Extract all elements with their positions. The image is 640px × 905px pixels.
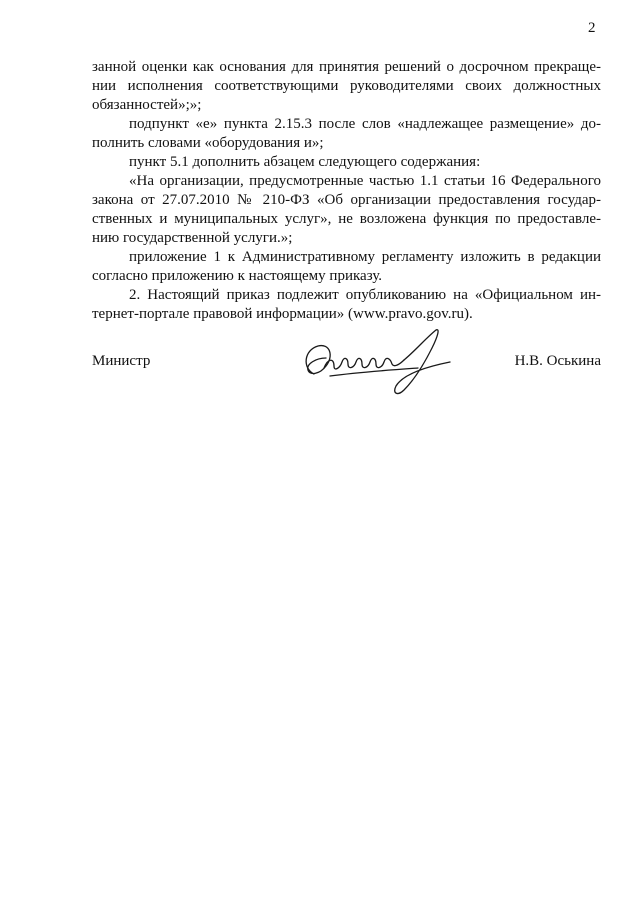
paragraph-2	[92, 115, 601, 153]
text-line: закона от 27.07.2010 № 210-ФЗ «Об организации предоставления государ-	[92, 192, 601, 208]
text-line: тернет-портале правовой информации» (www.pravo.gov.ru).	[92, 306, 473, 322]
text-line: ственных и муниципальных услуг», не возложена функция по предоставле-	[92, 211, 601, 227]
text-line: «На организации, предусмотренные частью 1.1 статьи 16 Федерального	[129, 173, 601, 189]
text-line: нии исполнения соответствующими руководителями своих должностных	[92, 78, 601, 94]
text-line: подпункт «е» пункта 2.15.3 после слов «надлежащее размещение» до-	[129, 116, 601, 132]
page-number: 2	[588, 20, 596, 36]
text-line: полнить словами «оборудования и»;	[92, 135, 324, 151]
text-line: 2. Настоящий приказ подлежит опубликованию на «Официальном ин-	[129, 287, 601, 303]
paragraph-6	[92, 286, 601, 324]
text-line: обязанностей»;»;	[92, 97, 202, 113]
text-line: нию государственной услуги.»;	[92, 230, 293, 246]
text-line: занной оценки как основания для принятия решений о досрочном прекраще-	[92, 59, 601, 75]
handwritten-signature	[300, 328, 460, 400]
paragraph-4	[92, 172, 601, 248]
paragraph-3	[92, 153, 601, 172]
text-line: пункт 5.1 дополнить абзацем следующего содержания:	[129, 154, 481, 170]
text-line: приложение 1 к Административному регламенту изложить в редакции	[129, 249, 601, 265]
document-body	[92, 58, 601, 324]
signatory-name: Н.В. Оськина	[514, 353, 601, 369]
signatory-title: Министр	[92, 353, 151, 369]
text-line: согласно приложению к настоящему приказу.	[92, 268, 383, 284]
paragraph-1	[92, 58, 601, 115]
paragraph-5	[92, 248, 601, 286]
